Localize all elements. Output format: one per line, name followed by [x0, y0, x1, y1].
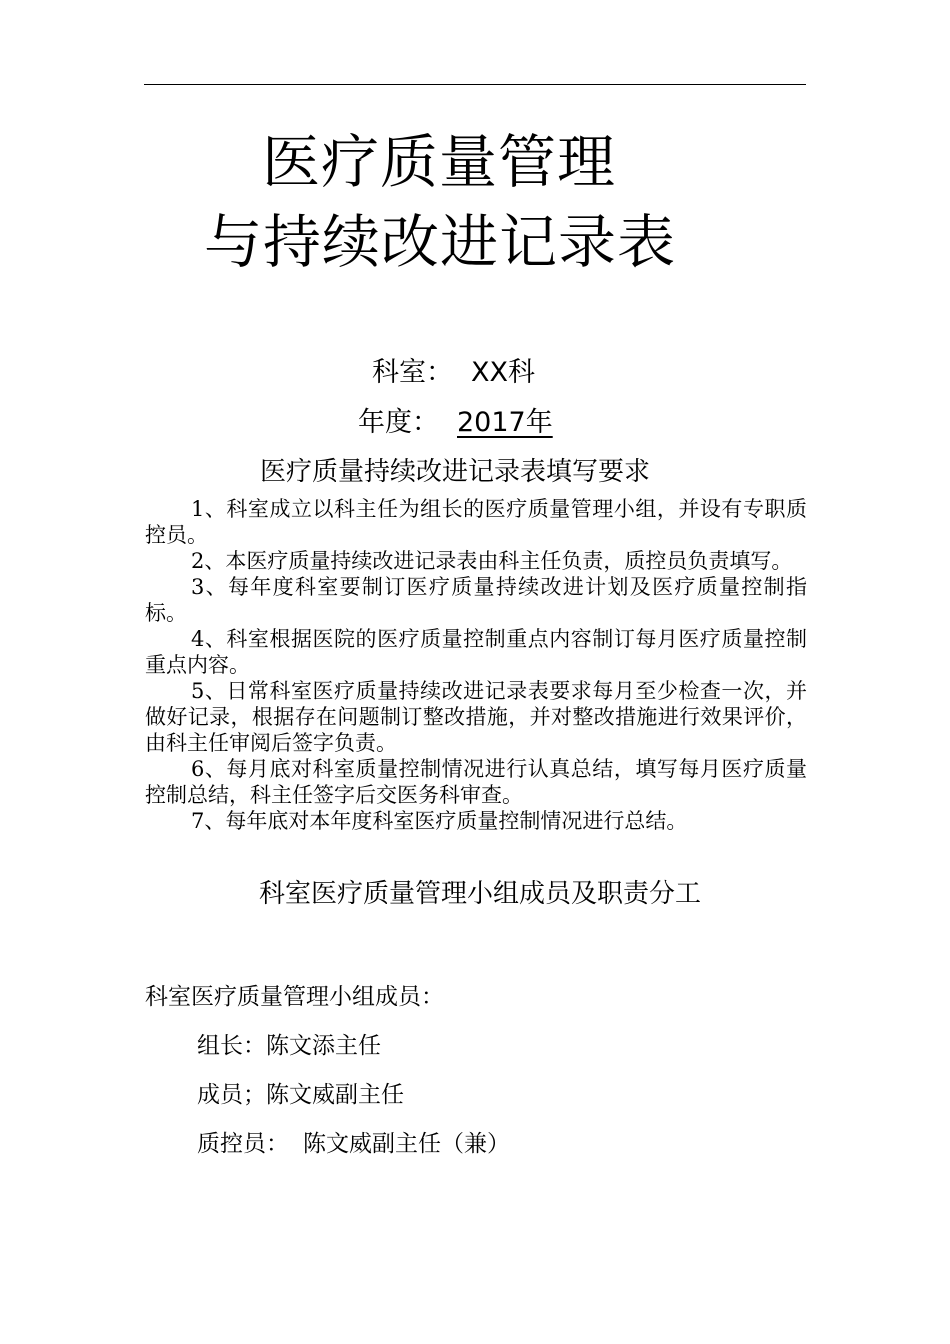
requirements-list: [145, 496, 807, 834]
group-heading: 科室医疗质量管理小组成员及职责分工: [259, 879, 702, 909]
member-staff: [197, 1080, 404, 1110]
document-title-line-1: 医疗质量管理: [262, 128, 617, 196]
year-value: 2017年: [457, 407, 553, 438]
requirement-item: 7、每年底对本年度科室医疗质量控制情况进行总结。: [191, 809, 688, 833]
member-leader: [197, 1031, 381, 1061]
member-role: 组长：: [197, 1033, 266, 1059]
member-quality-controller: [197, 1129, 510, 1159]
member-role: 质控员：: [197, 1131, 289, 1157]
requirement-item: 6、每月底对科室质量控制情况进行认真总结，填写每月医疗质量控制总结，科主任签字后交医务科审查。: [145, 757, 807, 807]
requirement-item: 1、科室成立以科主任为组长的医疗质量管理小组，并设有专职质控员。: [145, 497, 807, 547]
department-label: 科室：: [372, 357, 453, 388]
member-name: 陈文威副主任（兼）: [303, 1131, 510, 1157]
document-title-line-2: 与持续改进记录表: [204, 208, 677, 276]
member-name: 陈文威副主任: [266, 1082, 404, 1108]
member-name: 陈文添主任: [266, 1033, 381, 1059]
requirement-item: 5、日常科室医疗质量持续改进记录表要求每月至少检查一次，并做好记录，根据存在问题制订整改措施，并对整改措施进行效果评价，由科主任审阅后签字负责。: [145, 679, 807, 755]
requirement-item: 4、科室根据医院的医疗质量控制重点内容制订每月医疗质量控制重点内容。: [145, 627, 807, 677]
requirement-item: 3、每年度科室要制订医疗质量持续改进计划及医疗质量控制指标。: [145, 575, 807, 625]
member-role: 成员；: [197, 1082, 266, 1108]
year-line: [358, 406, 553, 440]
department-line: [372, 356, 535, 390]
top-horizontal-rule: [144, 84, 806, 85]
requirements-heading: 医疗质量持续改进记录表填写要求: [260, 457, 651, 487]
year-label: 年度：: [358, 407, 439, 438]
department-value: XX科: [471, 357, 535, 388]
members-title: 科室医疗质量管理小组成员：: [145, 984, 444, 1010]
requirement-item: 2、本医疗质量持续改进记录表由科主任负责，质控员负责填写。: [191, 549, 793, 573]
